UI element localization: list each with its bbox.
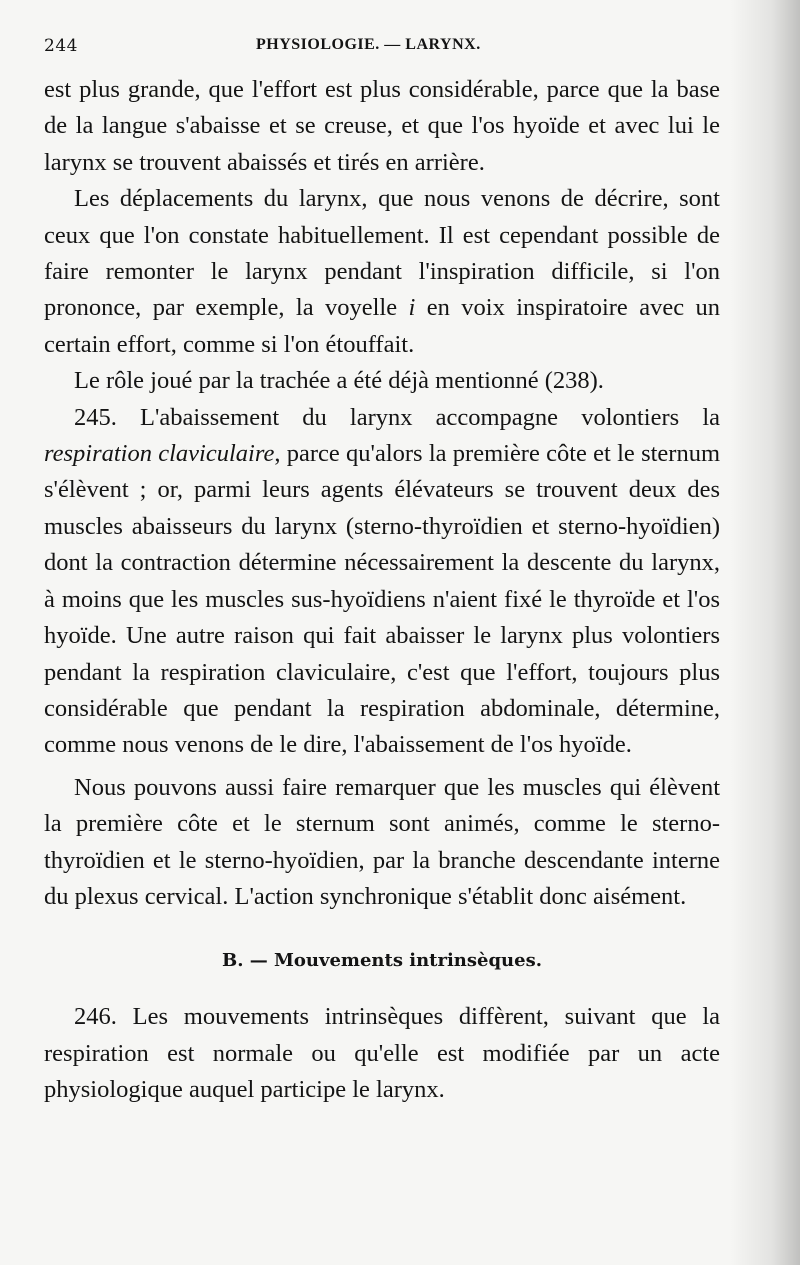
paragraph-continuation (44, 72, 720, 181)
paragraph-text: L'abaissement du larynx accompagne volontiers la (140, 403, 720, 431)
section-heading: B. — Mouvements intrinsèques. (221, 950, 542, 972)
paragraph-text: , parce qu'alors la première côte et le sternum s'élèvent ; or, parmi leurs agents élévateurs se trouvent deux des muscles abaisseurs du larynx (sterno-thyroïdien et sterno-hyoïdien) dont la contraction détermine nécessairement la descente du larynx, à moins que les muscles sus-hyoïdiens n'aient fixé le thyroïde et l'os hyoïde. Une autre raison qui fait abaisser le larynx plus volontiers pendant la respiration claviculaire, c'est que l'effort, toujours plus considérable que pendant la respiration abdominale, détermine, comme nous venons de le dire, l'abaissement de l'os hyoïde. (44, 440, 720, 759)
section-number: 245. (74, 403, 117, 431)
italic-vowel: i (408, 294, 416, 322)
paragraph-246 (44, 999, 720, 1108)
paragraph-muscles-innervation (44, 770, 720, 916)
paragraph-trachea-role (44, 363, 720, 399)
italic-term: respiration claviculaire (44, 440, 275, 468)
paragraph-larynx-displacements (44, 181, 720, 363)
paragraph-text: en voix inspiratoire avec un certain effort, comme si l'on étouffait. (44, 294, 720, 358)
page-header (44, 36, 720, 62)
paragraph-text: Nous pouvons aussi faire remarquer que les muscles qui élèvent la première côte et le sternum sont animés, comme le sterno-thyroïdien et le sterno-hyoïdien, par la branche descendante interne du plexus cervical. L'action synchronique s'établit donc aisément. (44, 773, 720, 910)
running-head: PHYSIOLOGIE. — LARYNX. (256, 36, 481, 53)
paragraph-245 (44, 400, 720, 764)
section-number: 246. (74, 1003, 117, 1031)
body-text (44, 72, 720, 1109)
paragraph-text: Le rôle joué par la trachée a été déjà mentionné (238). (74, 367, 604, 395)
page-number: 244 (44, 36, 78, 56)
paragraph-text: est plus grande, que l'effort est plus considérable, parce que la base de la langue s'abaisse et se creuse, et que l'os hyoïde et avec lui le larynx se trouvent abaissés et tirés en arrière. (44, 76, 720, 176)
paragraph-text: Les mouvements intrinsèques diffèrent, suivant que la respiration est normale ou qu'elle est modifiée par un acte physiologique auquel participe le larynx. (44, 1003, 721, 1104)
paragraph-text: Les déplacements du larynx, que nous venons de décrire, sont ceux que l'on constate habituellement. Il est cependant possible de faire remonter le larynx pendant l'inspiration difficile, si l'on prononce, par exemple, la voyelle (44, 185, 720, 322)
